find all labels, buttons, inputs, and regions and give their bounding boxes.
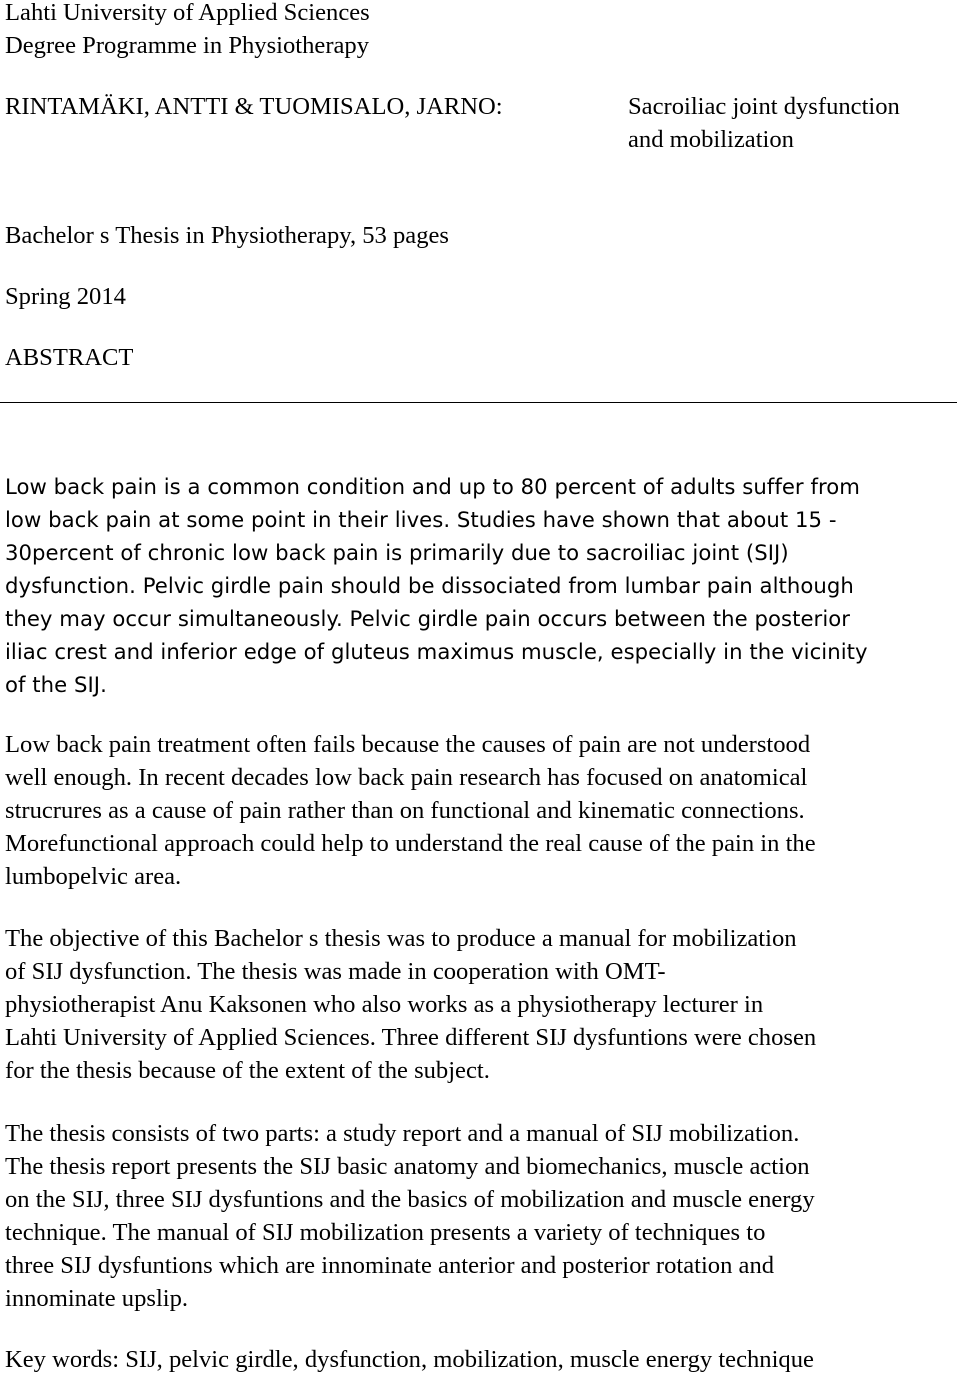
paragraph-line: Lahti University of Applied Sciences. Three different SIJ dysfuntions were chosen	[5, 1024, 817, 1051]
paragraph-line: on the SIJ, three SIJ dysfuntions and the basics of mobilization and muscle energy	[5, 1186, 815, 1213]
abstract-paragraph-4	[5, 1117, 960, 1315]
paragraph-line: lumbopelvic area.	[5, 863, 182, 890]
paragraph-line: technique. The manual of SIJ mobilization presents a variety of techniques to	[5, 1219, 766, 1246]
thesis-authors: RINTAMÄKI, ANTTI & TUOMISALO, JARNO:	[5, 93, 503, 120]
paragraph-line: Morefunctional approach could help to understand the real cause of the pain in the	[5, 830, 816, 857]
abstract-paragraph-1	[5, 470, 960, 701]
paragraph-line: of SIJ dysfunction. The thesis was made in cooperation with OMT-	[5, 958, 666, 985]
paragraph-line: iliac crest and inferior edge of gluteus maximus muscle, especially in the vicinity	[5, 639, 868, 664]
keywords: Key words: SIJ, pelvic girdle, dysfunction, mobilization, muscle energy technique	[5, 1346, 814, 1373]
thesis-title-line-1: Sacroiliac joint dysfunction	[628, 93, 900, 120]
header-institution-block	[5, 0, 370, 62]
thesis-title	[628, 90, 900, 156]
paragraph-line: innominate upslip.	[5, 1285, 189, 1312]
paragraph-line: for the thesis because of the extent of the subject.	[5, 1057, 490, 1084]
paragraph-line: dysfunction. Pelvic girdle pain should be dissociated from lumbar pain although	[5, 573, 854, 598]
paragraph-line: well enough. In recent decades low back pain research has focused on anatomical	[5, 764, 808, 791]
paragraph-line: three SIJ dysfuntions which are innominate anterior and posterior rotation and	[5, 1252, 775, 1279]
abstract-paragraph-2	[5, 728, 960, 893]
paragraph-line: of the SIJ.	[5, 672, 107, 697]
paragraph-line: they may occur simultaneously. Pelvic girdle pain occurs between the posterior	[5, 606, 851, 631]
paragraph-line: 30percent of chronic low back pain is primarily due to sacroiliac joint (SIJ)	[5, 540, 789, 565]
abstract-heading: ABSTRACT	[5, 344, 134, 371]
paragraph-line: physiotherapist Anu Kaksonen who also works as a physiotherapy lecturer in	[5, 991, 764, 1018]
paragraph-line: The thesis consists of two parts: a study report and a manual of SIJ mobilization.	[5, 1120, 800, 1147]
thesis-term: Spring 2014	[5, 283, 126, 310]
institution-name: Lahti University of Applied Sciences	[5, 0, 370, 26]
paragraph-line: The objective of this Bachelor s thesis was to produce a manual for mobilization	[5, 925, 797, 952]
paragraph-line: low back pain at some point in their lives. Studies have shown that about 15 -	[5, 507, 837, 532]
header-divider	[0, 402, 957, 403]
abstract-paragraph-3	[5, 922, 960, 1087]
degree-programme: Degree Programme in Physiotherapy	[5, 32, 370, 59]
thesis-info: Bachelor s Thesis in Physiotherapy, 53 pages	[5, 222, 449, 249]
paragraph-line: Low back pain treatment often fails because the causes of pain are not understood	[5, 731, 811, 758]
paragraph-line: strucrures as a cause of pain rather than on functional and kinematic connections.	[5, 797, 805, 824]
thesis-title-line-2: and mobilization	[628, 126, 794, 153]
paragraph-line: The thesis report presents the SIJ basic anatomy and biomechanics, muscle action	[5, 1153, 810, 1180]
paragraph-line: Low back pain is a common condition and up to 80 percent of adults suffer from	[5, 474, 860, 499]
